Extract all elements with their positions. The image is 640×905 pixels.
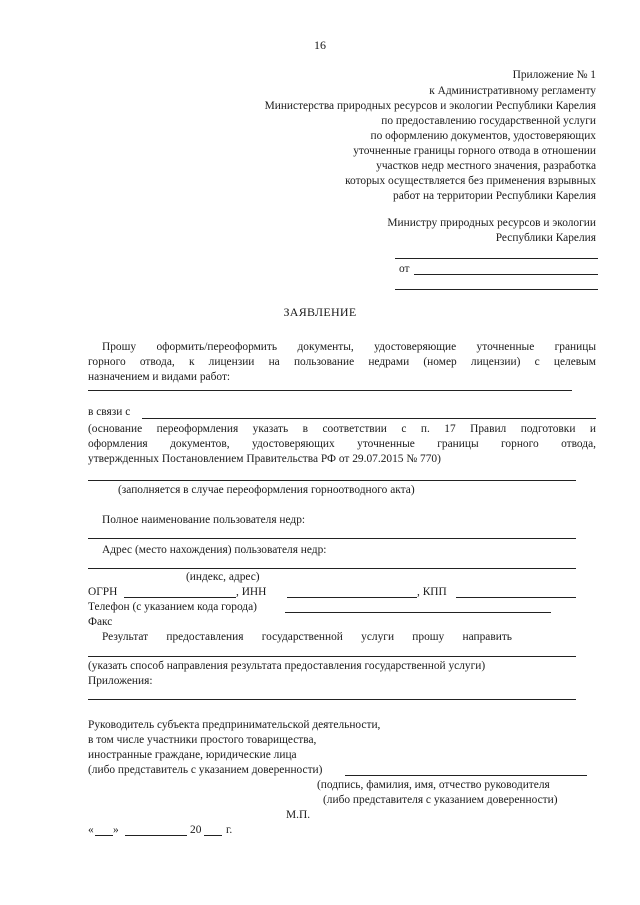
kpp-field[interactable] [456, 597, 576, 598]
date-open-quote: « [88, 824, 94, 836]
signature-hint-1: (подпись, фамилия, имя, отчество руководителя [317, 779, 550, 791]
date-close-quote: » [113, 824, 119, 836]
header-line-2: к Административному регламенту [429, 85, 596, 97]
date-year-prefix: 20 [190, 824, 202, 836]
reason-blank[interactable] [142, 418, 596, 419]
address-label: Адрес (место нахождения) пользователя недр: [102, 544, 327, 556]
stamp-label: М.П. [286, 809, 311, 821]
addressee-blank-1[interactable] [395, 258, 598, 259]
request-line-3: назначением и видами работ: [88, 371, 231, 383]
reason-extra-blank[interactable] [88, 480, 576, 481]
phone-field[interactable] [285, 612, 551, 613]
signature-hint-2: (либо представителя с указанием доверенности) [323, 794, 558, 806]
header-line-3: Министерства природных ресурсов и экологии Республики Карелия [264, 100, 596, 112]
header-line-6: уточненные границы горного отвода в отношении [353, 145, 596, 157]
ogrn-label: ОГРН [88, 586, 118, 598]
reason-note-2: оформления документов, удостоверяющих уточненные границы горного отвода, [88, 438, 596, 450]
addressee-line-2: Республики Карелия [495, 232, 596, 244]
signature-line-2: в том числе участники простого товарищества, [88, 734, 317, 746]
fax-label: Факс [88, 616, 113, 628]
full-name-label: Полное наименование пользователя недр: [102, 514, 306, 526]
phone-label: Телефон (с указанием кода города) [88, 601, 257, 613]
result-label: Результат предоставления государственной услуги прошу направить [102, 631, 512, 643]
reason-note-1: (основание переоформления указать в соответствии с п. 17 Правил подготовки и [88, 423, 596, 435]
signature-line-4: (либо представитель с указанием доверенности) [88, 764, 323, 776]
date-year-field[interactable] [204, 835, 222, 836]
reason-hint: (заполняется в случае переоформления горноотводного акта) [118, 484, 415, 496]
result-hint: (указать способ направления результата предоставления государственной услуги) [88, 660, 486, 672]
address-blank[interactable] [88, 568, 576, 569]
header-line-1: Приложение № 1 [512, 69, 596, 81]
signature-line-3: иностранные граждане, юридические лица [88, 749, 297, 761]
address-hint: (индекс, адрес) [186, 571, 260, 583]
from-blank[interactable] [414, 274, 598, 275]
addressee-blank-2[interactable] [395, 289, 598, 290]
from-label: от [399, 263, 410, 275]
request-line-1: Прошу оформить/переоформить документы, удостоверяющие уточненные границы [102, 341, 596, 353]
reason-note-3: утвержденных Постановлением Правительства РФ от 29.07.2015 № 770) [88, 453, 441, 465]
attachments-label: Приложения: [88, 675, 153, 687]
request-line-2: горного отвода, к лицензии на пользование недрами (номер лицензии) с целевым [88, 356, 596, 368]
header-line-8: которых осуществляется без применения взрывных [345, 175, 596, 187]
header-line-4: по предоставлению государственной услуги [381, 115, 596, 127]
works-blank[interactable] [88, 390, 572, 391]
header-line-5: по оформлению документов, удостоверяющих [370, 130, 596, 142]
inn-label: , ИНН [236, 586, 267, 598]
header-line-9: работ на территории Республики Карелия [393, 190, 596, 202]
reason-label: в связи с [88, 406, 131, 418]
header-line-7: участков недр местного значения, разработка [376, 160, 596, 172]
ogrn-field[interactable] [124, 597, 236, 598]
full-name-blank[interactable] [88, 538, 576, 539]
date-suffix: г. [226, 824, 233, 836]
date-day-field[interactable] [95, 835, 113, 836]
inn-field[interactable] [287, 597, 417, 598]
signature-field[interactable] [345, 775, 587, 776]
kpp-label: , КПП [417, 586, 447, 598]
date-month-field[interactable] [125, 835, 187, 836]
result-blank[interactable] [88, 656, 576, 657]
document-title: ЗАЯВЛЕНИЕ [283, 305, 357, 319]
addressee-line-1: Министру природных ресурсов и экологии [387, 217, 596, 229]
page-number: 16 [314, 38, 326, 52]
attachments-blank[interactable] [88, 699, 576, 700]
signature-line-1: Руководитель субъекта предпринимательской деятельности, [88, 719, 381, 731]
